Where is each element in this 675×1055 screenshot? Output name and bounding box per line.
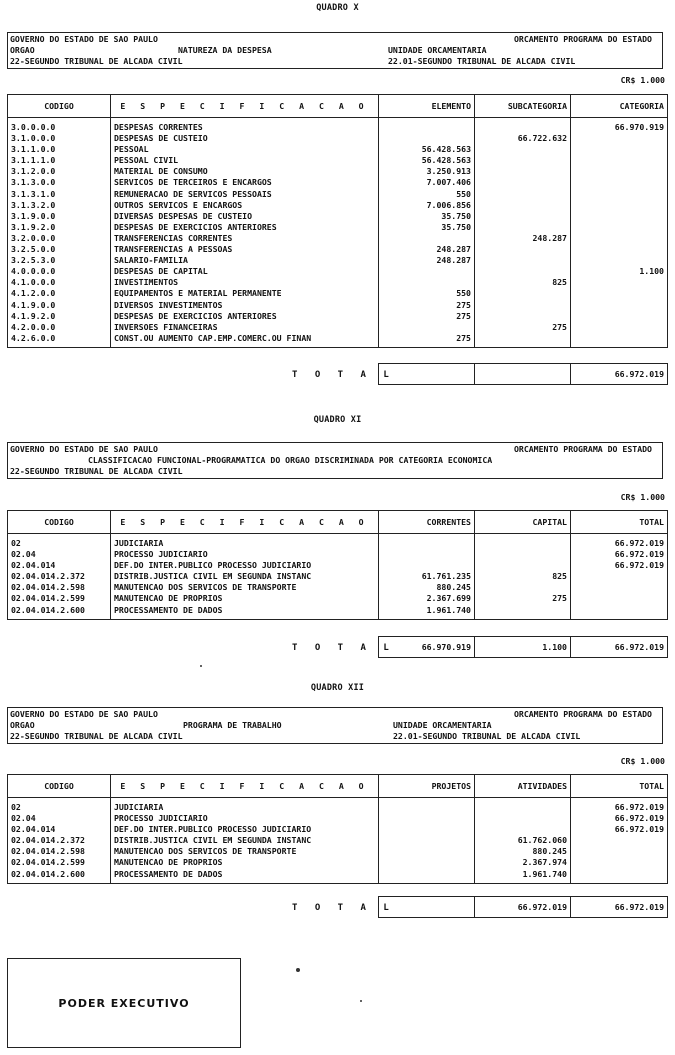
table-row — [8, 222, 668, 233]
cell-value-2 — [475, 824, 571, 835]
cell-value-2 — [475, 798, 571, 814]
cell-value-1 — [379, 133, 475, 144]
table-row — [8, 605, 668, 620]
cell-value-2: 275 — [475, 322, 571, 333]
cell-especificacao: PROCESSAMENTO DE DADOS — [111, 605, 379, 620]
table-row — [8, 266, 668, 277]
cell-value-2 — [475, 333, 571, 348]
header-orgao-value: 22-SEGUNDO TRIBUNAL DE ALCADA CIVIL — [10, 731, 183, 741]
cell-codigo: 3.1.9.0.0 — [8, 211, 111, 222]
cell-value-3 — [571, 869, 668, 884]
cell-codigo: 4.2.6.0.0 — [8, 333, 111, 348]
cell-value-2 — [475, 582, 571, 593]
header-subtitle: PROGRAMA DE TRABALHO — [183, 720, 282, 730]
cell-especificacao: DISTRIB.JUSTICA CIVIL EM SEGUNDA INSTANC — [111, 571, 379, 582]
cell-value-1: 880.245 — [379, 582, 475, 593]
cell-value-1 — [379, 118, 475, 134]
cell-value-3 — [571, 333, 668, 348]
cell-value-3 — [571, 144, 668, 155]
cell-especificacao: TRANSFERENCIAS CORRENTES — [111, 233, 379, 244]
table-row — [8, 322, 668, 333]
cell-especificacao: OUTROS SERVICOS E ENCARGOS — [111, 200, 379, 211]
cell-value-1: 35.750 — [379, 222, 475, 233]
cell-codigo: 02.04 — [8, 549, 111, 560]
cell-value-2 — [475, 144, 571, 155]
table-row — [8, 177, 668, 188]
cell-value-2: 825 — [475, 277, 571, 288]
header-budget-program: ORCAMENTO PROGRAMA DO ESTADO — [513, 444, 652, 454]
cell-especificacao: TRANSFERENCIAS A PESSOAS — [111, 244, 379, 255]
cell-value-3: 66.972.019 — [571, 824, 668, 835]
cell-value-3 — [571, 322, 668, 333]
total-subcategoria — [475, 364, 571, 385]
cell-value-1: 56.428.563 — [379, 144, 475, 155]
cell-codigo: 3.2.5.0.0 — [8, 244, 111, 255]
cell-value-1 — [379, 277, 475, 288]
cell-codigo: 3.1.3.0.0 — [8, 177, 111, 188]
header-orgao-value: 22-SEGUNDO TRIBUNAL DE ALCADA CIVIL — [10, 466, 183, 476]
total-projetos — [379, 897, 475, 918]
cell-value-1: 248.287 — [379, 244, 475, 255]
col-header-categoria: CATEGORIA — [571, 95, 668, 118]
cell-value-3 — [571, 222, 668, 233]
cell-especificacao: DESPESAS CORRENTES — [111, 118, 379, 134]
total-atividades: 66.972.019 — [475, 897, 571, 918]
cell-codigo: 4.1.2.0.0 — [8, 288, 111, 299]
table-row — [8, 300, 668, 311]
header-budget-program: ORCAMENTO PROGRAMA DO ESTADO — [513, 709, 652, 719]
cell-especificacao: DESPESAS DE EXERCICIOS ANTERIORES — [111, 222, 379, 233]
quadro-x-header-box — [7, 32, 663, 69]
cell-codigo: 02 — [8, 798, 111, 814]
cell-value-3 — [571, 177, 668, 188]
cell-value-1: 275 — [379, 311, 475, 322]
header-government: GOVERNO DO ESTADO DE SAO PAULO — [10, 444, 158, 454]
cell-codigo: 02.04.014.2.599 — [8, 593, 111, 604]
cell-value-1 — [379, 835, 475, 846]
cell-value-1 — [379, 322, 475, 333]
currency-unit: CR$ 1.000 — [620, 756, 665, 766]
cell-especificacao: REMUNERACAO DE SERVICOS PESSOAIS — [111, 189, 379, 200]
cell-value-3 — [571, 211, 668, 222]
total-capital: 1.100 — [475, 637, 571, 658]
cell-value-3 — [571, 166, 668, 177]
cell-especificacao: JUDICIARIA — [111, 798, 379, 814]
table-row — [8, 277, 668, 288]
cell-value-3: 66.972.019 — [571, 549, 668, 560]
quadro-x-total-row — [378, 363, 668, 385]
quadro-xi-total-label: T O T A L — [292, 643, 395, 653]
col-header-total: TOTAL — [571, 775, 668, 798]
header-orgao-value: 22-SEGUNDO TRIBUNAL DE ALCADA CIVIL — [10, 56, 183, 66]
col-header-especificacao: E S P E C I F I C A C A O — [111, 775, 379, 798]
total-elemento — [379, 364, 475, 385]
quadro-x-title: QUADRO X — [316, 3, 359, 13]
col-header-codigo: CODIGO — [8, 775, 111, 798]
cell-value-2 — [475, 222, 571, 233]
cell-value-1 — [379, 813, 475, 824]
col-header-atividades: ATIVIDADES — [475, 775, 571, 798]
currency-unit: CR$ 1.000 — [620, 75, 665, 85]
cell-value-2 — [475, 211, 571, 222]
cell-especificacao: DEF.DO INTER.PUBLICO PROCESSO JUDICIARIO — [111, 560, 379, 571]
cell-codigo: 02.04.014 — [8, 560, 111, 571]
header-unidade-label: UNIDADE ORCAMENTARIA — [393, 720, 492, 730]
cell-value-1 — [379, 869, 475, 884]
cell-value-2 — [475, 560, 571, 571]
table-row — [8, 333, 668, 348]
cell-value-3 — [571, 288, 668, 299]
cell-value-1 — [379, 857, 475, 868]
col-header-projetos: PROJETOS — [379, 775, 475, 798]
table-row — [8, 133, 668, 144]
cell-value-1: 7.006.856 — [379, 200, 475, 211]
cell-codigo: 3.0.0.0.0 — [8, 118, 111, 134]
cell-value-1: 7.007.406 — [379, 177, 475, 188]
cell-value-2: 825 — [475, 571, 571, 582]
col-header-subcategoria: SUBCATEGORIA — [475, 95, 571, 118]
col-header-especificacao: E S P E C I F I C A C A O — [111, 95, 379, 118]
cell-value-2 — [475, 300, 571, 311]
cell-value-2 — [475, 200, 571, 211]
cell-value-3: 66.972.019 — [571, 534, 668, 550]
table-row — [8, 593, 668, 604]
col-header-codigo: CODIGO — [8, 95, 111, 118]
cell-codigo: 02.04.014.2.600 — [8, 869, 111, 884]
cell-codigo: 3.1.1.1.0 — [8, 155, 111, 166]
table-row — [8, 813, 668, 824]
table-row — [8, 200, 668, 211]
col-header-correntes: CORRENTES — [379, 511, 475, 534]
cell-value-3 — [571, 200, 668, 211]
cell-especificacao: SERVICOS DE TERCEIROS E ENCARGOS — [111, 177, 379, 188]
table-row — [8, 155, 668, 166]
cell-especificacao: PESSOAL — [111, 144, 379, 155]
quadro-xi-header-box — [7, 442, 663, 479]
cell-value-1 — [379, 798, 475, 814]
cell-value-3: 66.972.019 — [571, 560, 668, 571]
total-total: 66.972.019 — [571, 637, 668, 658]
cell-value-1: 2.367.699 — [379, 593, 475, 604]
cell-codigo: 3.1.3.1.0 — [8, 189, 111, 200]
cell-value-2: 248.287 — [475, 233, 571, 244]
cell-value-2: 2.367.974 — [475, 857, 571, 868]
quadro-xi-title: QUADRO XI — [313, 415, 362, 425]
cell-codigo: 3.1.3.2.0 — [8, 200, 111, 211]
table-row — [8, 255, 668, 266]
cell-value-3 — [571, 857, 668, 868]
quadro-xii-table — [7, 774, 668, 884]
cell-codigo: 4.0.0.0.0 — [8, 266, 111, 277]
cell-especificacao: JUDICIARIA — [111, 534, 379, 550]
cell-value-1 — [379, 266, 475, 277]
scan-speck — [200, 665, 202, 667]
cell-value-2 — [475, 255, 571, 266]
cell-codigo: 02.04.014.2.599 — [8, 857, 111, 868]
poder-executivo-box — [7, 958, 241, 1048]
header-government: GOVERNO DO ESTADO DE SAO PAULO — [10, 34, 158, 44]
table-row — [8, 311, 668, 322]
cell-codigo: 02.04.014.2.372 — [8, 835, 111, 846]
cell-value-2: 275 — [475, 593, 571, 604]
table-row — [8, 582, 668, 593]
cell-codigo: 4.1.9.0.0 — [8, 300, 111, 311]
cell-value-3 — [571, 846, 668, 857]
cell-especificacao: MANUTENCAO DOS SERVICOS DE TRANSPORTE — [111, 582, 379, 593]
cell-codigo: 02.04.014.2.598 — [8, 846, 111, 857]
table-row — [8, 118, 668, 134]
cell-value-2 — [475, 177, 571, 188]
cell-value-1 — [379, 233, 475, 244]
cell-especificacao: CONST.OU AUMENTO CAP.EMP.COMERC.OU FINAN — [111, 333, 379, 348]
cell-value-2 — [475, 189, 571, 200]
cell-especificacao: PROCESSAMENTO DE DADOS — [111, 869, 379, 884]
quadro-xi-table — [7, 510, 668, 620]
quadro-x-table — [7, 94, 668, 348]
table-row — [8, 571, 668, 582]
header-orgao-label: ORGAO — [10, 45, 35, 55]
cell-especificacao: MANUTENCAO DOS SERVICOS DE TRANSPORTE — [111, 846, 379, 857]
cell-codigo: 02.04.014 — [8, 824, 111, 835]
total-correntes: 66.970.919 — [379, 637, 475, 658]
header-unidade-value: 22.01-SEGUNDO TRIBUNAL DE ALCADA CIVIL — [388, 56, 576, 66]
quadro-xii-header-box — [7, 707, 663, 744]
header-government: GOVERNO DO ESTADO DE SAO PAULO — [10, 709, 158, 719]
cell-codigo: 02.04.014.2.598 — [8, 582, 111, 593]
header-unidade-label: UNIDADE ORCAMENTARIA — [388, 45, 487, 55]
cell-value-3: 66.972.019 — [571, 798, 668, 814]
header-unidade-value: 22.01-SEGUNDO TRIBUNAL DE ALCADA CIVIL — [393, 731, 581, 741]
col-header-especificacao: E S P E C I F I C A C A O — [111, 511, 379, 534]
cell-value-3 — [571, 311, 668, 322]
cell-especificacao: DIVERSAS DESPESAS DE CUSTEIO — [111, 211, 379, 222]
cell-value-3 — [571, 255, 668, 266]
quadro-xii-title: QUADRO XII — [310, 683, 365, 693]
header-subtitle: NATUREZA DA DESPESA — [178, 45, 272, 55]
cell-value-3: 1.100 — [571, 266, 668, 277]
cell-codigo: 02.04.014.2.600 — [8, 605, 111, 620]
table-row — [8, 869, 668, 884]
cell-value-2 — [475, 166, 571, 177]
cell-value-1: 3.250.913 — [379, 166, 475, 177]
cell-value-1: 61.761.235 — [379, 571, 475, 582]
table-row — [8, 835, 668, 846]
quadro-x-total-label: T O T A L — [292, 370, 395, 380]
cell-codigo: 3.2.0.0.0 — [8, 233, 111, 244]
cell-value-2 — [475, 311, 571, 322]
table-row — [8, 857, 668, 868]
cell-codigo: 02 — [8, 534, 111, 550]
cell-especificacao: EQUIPAMENTOS E MATERIAL PERMANENTE — [111, 288, 379, 299]
scan-speck — [360, 1000, 362, 1002]
cell-value-1 — [379, 824, 475, 835]
cell-value-1: 1.961.740 — [379, 605, 475, 620]
table-row — [8, 144, 668, 155]
table-row — [8, 233, 668, 244]
cell-codigo: 3.2.5.3.0 — [8, 255, 111, 266]
cell-codigo: 3.1.1.0.0 — [8, 144, 111, 155]
table-row — [8, 549, 668, 560]
cell-value-2: 1.961.740 — [475, 869, 571, 884]
cell-value-2: 880.245 — [475, 846, 571, 857]
cell-value-1 — [379, 560, 475, 571]
cell-value-3 — [571, 300, 668, 311]
header-subtitle: CLASSIFICACAO FUNCIONAL-PROGRAMATICA DO ORGAO DISCRIMINADA POR CATEGORIA ECONOMICA — [88, 455, 493, 465]
cell-value-3 — [571, 571, 668, 582]
cell-value-1: 275 — [379, 333, 475, 348]
cell-value-1 — [379, 846, 475, 857]
cell-especificacao: DISTRIB.JUSTICA CIVIL EM SEGUNDA INSTANC — [111, 835, 379, 846]
cell-value-3 — [571, 277, 668, 288]
table-row — [8, 824, 668, 835]
cell-value-2 — [475, 549, 571, 560]
table-row — [8, 846, 668, 857]
cell-value-3 — [571, 133, 668, 144]
total-total: 66.972.019 — [571, 897, 668, 918]
cell-especificacao: MANUTENCAO DE PROPRIOS — [111, 857, 379, 868]
cell-especificacao: PESSOAL CIVIL — [111, 155, 379, 166]
cell-especificacao: DESPESAS DE EXERCICIOS ANTERIORES — [111, 311, 379, 322]
quadro-xii-total-row — [378, 896, 668, 918]
header-orgao-label: ORGAO — [10, 720, 35, 730]
cell-value-3 — [571, 605, 668, 620]
cell-especificacao: DESPESAS DE CUSTEIO — [111, 133, 379, 144]
cell-value-2 — [475, 534, 571, 550]
cell-value-3: 66.970.919 — [571, 118, 668, 134]
cell-codigo: 4.1.0.0.0 — [8, 277, 111, 288]
cell-value-3 — [571, 233, 668, 244]
table-row — [8, 244, 668, 255]
table-row — [8, 534, 668, 550]
cell-codigo: 3.1.2.0.0 — [8, 166, 111, 177]
cell-value-1 — [379, 549, 475, 560]
cell-value-2 — [475, 266, 571, 277]
col-header-capital: CAPITAL — [475, 511, 571, 534]
col-header-elemento: ELEMENTO — [379, 95, 475, 118]
cell-value-1: 248.287 — [379, 255, 475, 266]
cell-especificacao: PROCESSO JUDICIARIO — [111, 813, 379, 824]
cell-especificacao: DEF.DO INTER.PUBLICO PROCESSO JUDICIARIO — [111, 824, 379, 835]
scan-speck — [296, 968, 300, 972]
cell-codigo: 4.2.0.0.0 — [8, 322, 111, 333]
cell-value-2 — [475, 813, 571, 824]
table-row — [8, 211, 668, 222]
table-row — [8, 798, 668, 814]
cell-especificacao: DESPESAS DE CAPITAL — [111, 266, 379, 277]
cell-value-3 — [571, 835, 668, 846]
cell-especificacao: INVESTIMENTOS — [111, 277, 379, 288]
cell-value-1: 56.428.563 — [379, 155, 475, 166]
cell-value-2: 61.762.060 — [475, 835, 571, 846]
quadro-xii-total-label: T O T A L — [292, 903, 395, 913]
cell-especificacao: MANUTENCAO DE PROPRIOS — [111, 593, 379, 604]
cell-value-3 — [571, 582, 668, 593]
poder-executivo-label: PODER EXECUTIVO — [58, 996, 190, 1010]
cell-codigo: 3.1.9.2.0 — [8, 222, 111, 233]
cell-value-2 — [475, 244, 571, 255]
cell-value-2 — [475, 605, 571, 620]
cell-especificacao: PROCESSO JUDICIARIO — [111, 549, 379, 560]
cell-codigo: 02.04.014.2.372 — [8, 571, 111, 582]
table-row — [8, 166, 668, 177]
cell-value-1: 275 — [379, 300, 475, 311]
cell-especificacao: MATERIAL DE CONSUMO — [111, 166, 379, 177]
cell-value-1: 550 — [379, 288, 475, 299]
table-row — [8, 560, 668, 571]
cell-codigo: 02.04 — [8, 813, 111, 824]
cell-value-3: 66.972.019 — [571, 813, 668, 824]
col-header-codigo: CODIGO — [8, 511, 111, 534]
cell-value-1: 35.750 — [379, 211, 475, 222]
table-row — [8, 189, 668, 200]
cell-value-2 — [475, 118, 571, 134]
col-header-total: TOTAL — [571, 511, 668, 534]
cell-especificacao: INVERSOES FINANCEIRAS — [111, 322, 379, 333]
cell-codigo: 3.1.0.0.0 — [8, 133, 111, 144]
cell-value-1 — [379, 534, 475, 550]
header-budget-program: ORCAMENTO PROGRAMA DO ESTADO — [513, 34, 652, 44]
total-categoria: 66.972.019 — [571, 364, 668, 385]
cell-value-2: 66.722.632 — [475, 133, 571, 144]
cell-value-3 — [571, 155, 668, 166]
cell-especificacao: DIVERSOS INVESTIMENTOS — [111, 300, 379, 311]
cell-value-2 — [475, 288, 571, 299]
cell-value-3 — [571, 593, 668, 604]
cell-codigo: 4.1.9.2.0 — [8, 311, 111, 322]
cell-value-1: 550 — [379, 189, 475, 200]
quadro-xi-total-row — [378, 636, 668, 658]
table-row — [8, 288, 668, 299]
cell-value-3 — [571, 189, 668, 200]
cell-value-3 — [571, 244, 668, 255]
cell-especificacao: SALARIO-FAMILIA — [111, 255, 379, 266]
currency-unit: CR$ 1.000 — [620, 492, 665, 502]
cell-value-2 — [475, 155, 571, 166]
